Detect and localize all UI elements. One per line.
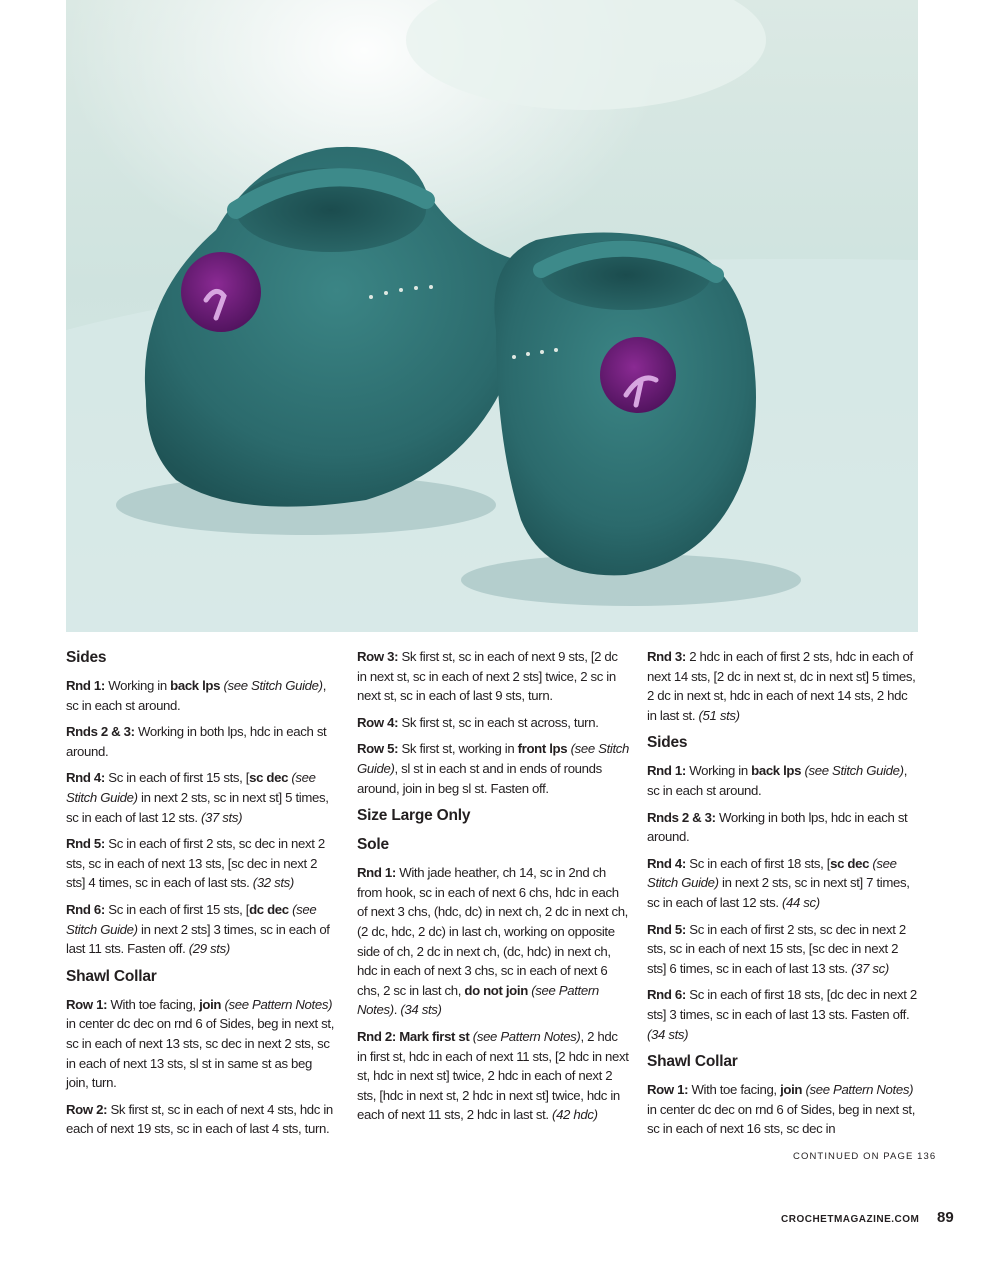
instruction-row-2: Row 2: Sk first st, sc in each of next 4 sts, hdc in each of next 19 sts, sc in each of last 4 sts, turn. [66,1101,333,1137]
instruction-row-1: Row 1: With toe facing, join (see Pattern Notes) in center dc dec on rnd 6 of Sides, beg in next st, sc in each of next 13 sts, sc dec in next 2 sts, sc in each of next 13 sts, sl st in same st as beg join, turn. [66,996,335,1091]
instruction-row-5: Row 5: Sk first st, working in front lps (see Stitch Guide), sl st in each st and in ends of rounds around, join in beg sl st. Fasten off. [357,741,630,796]
instruction-rnd-4: Rnd 4: Sc in each of first 18 sts, [sc dec (see Stitch Guide) in next 2 sts, sc in next st] 7 times, sc in each of last 12 sts. (44 sc) [647,855,910,910]
heading-shawl-collar: Shawl Collar [66,967,157,985]
heading-shawl-collar: Shawl Collar [647,1053,738,1071]
photo-felted-baby-booties [66,0,918,632]
instruction-rnd-1: Rnd 1: Working in back lps (see Stitch Guide), sc in each st around. [647,763,908,798]
heading-size-large-only: Size Large Only [357,807,471,825]
heading-sides: Sides [66,649,107,666]
heading-sole: Sole [357,836,389,854]
instruction-rnds-2-3: Rnds 2 & 3: Working in both lps, hdc in each st around. [647,809,908,845]
instruction-rnd-2: Rnd 2: Mark first st (see Pattern Notes), 2 hdc in first st, hdc in each of next 11 sts, [2 hdc in next st, hdc in next st] twice, 2 hdc in each of next 2 sts, [hdc in next st, 2 hdc in next st] twice, hdc in each of next 11 sts, 2 hdc in last st. (42 hdc) [357,1028,629,1123]
instruction-rnd-5: Rnd 5: Sc in each of first 2 sts, sc dec in next 2 sts, sc in each of next 15 sts, [sc dec in next 2 sts] 6 times, sc in each of last 13 sts. (37 sc) [647,921,906,976]
instruction-row-1: Row 1: With toe facing, join (see Pattern Notes) in center dc dec on rnd 6 of Sides, beg in next st, sc in each of next 16 sts, sc dec in [647,1082,916,1137]
heading-sides: Sides [647,734,688,752]
instruction-rnd-5: Rnd 5: Sc in each of first 2 sts, sc dec in next 2 sts, sc in each of next 13 sts, [sc dec in next 2 sts] 4 times, sc in each of last sts. (32 sts) [66,836,325,891]
instruction-rnd-4: Rnd 4: Sc in each of first 15 sts, [sc dec (see Stitch Guide) in next 2 sts, sc in next st] 5 times, sc in each of last 12 sts. (37 sts) [66,770,329,825]
column-1 [66,647,336,1146]
instruction-rnd-6: Rnd 6: Sc in each of first 15 sts, [dc dec (see Stitch Guide) in next 2 sts] 3 times, sc in each of last 11 sts. Fasten off. (29 sts) [66,901,330,957]
instruction-rnds-2-3: Rnds 2 & 3: Working in both lps, hdc in each st around. [66,724,327,759]
instruction-row-3: Row 3: Sk first st, sc in each of next 9 sts, [2 dc in next st, sc in each of next 2 sts] twice, 2 sc in next st, sc in each of last 9 sts, turn. [357,649,618,704]
instruction-rnd-1: Rnd 1: Working in back lps (see Stitch Guide), sc in each st around. [66,678,327,713]
column-3 [647,647,919,1146]
instruction-rnd-3: Rnd 3: 2 hdc in each of first 2 sts, hdc in each of next 14 sts, [2 dc in next st, dc in next st] 5 times, 2 dc in next st, hdc in each of next 14 sts, 2 hdc in last st. (51 sts) [647,649,916,723]
instruction-rnd-1: Rnd 1: With jade heather, ch 14, sc in 2nd ch from hook, sc in each of next 6 chs, hdc in each of next 3 chs, (hdc, dc) in next ch, 2 dc in next ch, (2 dc, hdc, 2 dc) in last ch, working on opposite side of ch, 2 dc in next ch, (dc, hdc) in next ch, hdc in each of next 3 chs, sc in each of next 6 chs, 2 sc in last ch, do not join (see Pattern Notes). (34 sts) [357,865,628,1018]
instruction-row-4: Row 4: Sk first st, sc in each st across, turn. [357,714,599,730]
column-2 [357,647,629,1132]
continued-note: CONTINUED ON PAGE 136 [793,1151,937,1162]
page-number: 89 [937,1209,954,1226]
footer-site-url[interactable]: CROCHETMAGAZINE.COM [781,1214,920,1225]
instruction-rnd-6: Rnd 6: Sc in each of first 18 sts, [dc dec in next 2 sts] 3 times, sc in each of last 13 sts. Fasten off. (34 sts) [647,987,917,1042]
